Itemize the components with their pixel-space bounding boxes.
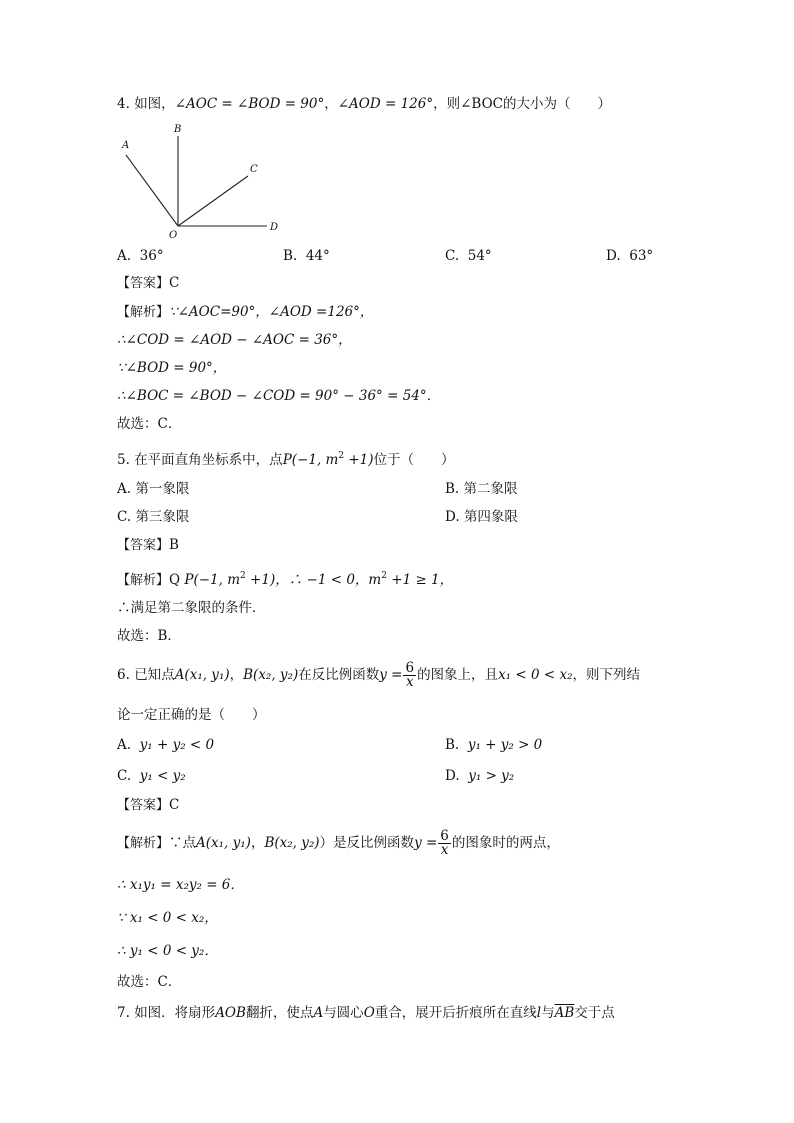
q6-choose: 故选：C． [117, 974, 182, 990]
q5-option-a: A. 第一象限 [117, 481, 190, 497]
q6-analysis-1: 【解析】∵点A(x₁, y₁)，B(x₂, y₂)）是反比例函数y = $\frac{6}{x}$ 的图象时的两点， [117, 828, 560, 858]
q4-stem: 4. 如图，∠AOC = ∠BOD = 90°，∠AOD = 126°，则∠BOC的大小为（ ） [117, 96, 612, 112]
q6-stem-1: 6. 已知点A(x₁, y₁)，B(x₂, y₂)在反比例函数y = $\frac{6}{x}$ 的图象上，且x₁ < 0 < x₂，则下列结 [117, 660, 640, 690]
q5-analysis-1: 【解析】Q P(−1, $m^2 +1$)，∴ −1 < 0，$m^2 +1 \ge 1$， [117, 571, 454, 588]
q4-option-b: B. 44° [283, 248, 330, 264]
q5-option-d: D. 第四象限 [445, 509, 518, 525]
q4-angle-figure [115, 118, 295, 240]
q5-choose: 故选：B． [117, 628, 181, 644]
q4-number: 4. [117, 96, 130, 112]
q7-number: 7. [117, 1005, 130, 1021]
q6-fraction: $\frac{6}{x}$ [405, 660, 415, 690]
q6-stem-2: 论一定正确的是（ ） [117, 707, 266, 723]
q5-analysis-2: ∴满足第二象限的条件． [117, 600, 266, 616]
label-D: D [270, 222, 279, 233]
q5-number: 5. [117, 452, 130, 468]
q6-option-d: D. y₁ > y₂ [445, 768, 515, 784]
q6-option-b: B. y₁ + y₂ > 0 [445, 737, 543, 753]
q4-answer: 【答案】C [117, 275, 180, 291]
q7-stem: 7. 如图．将扇形AOB翻折，使点A与圆心O重合，展开后折痕所在直线l与$\overline{AB}$交于点 [117, 1005, 615, 1021]
q6-option-c: C. y₁ < y₂ [117, 768, 186, 784]
label-C: C [250, 164, 258, 175]
q5-answer: 【答案】B [117, 537, 179, 553]
q6-number: 6. [117, 667, 130, 683]
ray-OC [178, 176, 248, 226]
q5-stem: 5. 在平面直角坐标系中，点P(−1, $m^2 +1$)位于（ ） [117, 451, 455, 468]
ray-OA [126, 155, 178, 226]
q4-choose: 故选：C． [117, 416, 182, 432]
q4-option-d: D. 63° [606, 248, 654, 264]
q5-option-c: C. 第三象限 [117, 509, 190, 525]
q6-analysis-fraction: $\frac{6}{x}$ [440, 828, 449, 858]
q5-option-b: B. 第二象限 [445, 481, 518, 497]
q4-option-c: C. 54° [445, 248, 492, 264]
q6-analysis-3: ∵ x₁ < 0 < x₂， [117, 910, 218, 926]
q6-option-a: A. y₁ + y₂ < 0 [117, 737, 215, 753]
label-A: A [122, 140, 130, 151]
q4-analysis-4: ∴∠BOC = ∠BOD − ∠COD = 90° − 36° = 54°． [117, 388, 441, 404]
q4-analysis-2: ∴∠COD = ∠AOD − ∠AOC = 36°， [117, 332, 352, 348]
label-O: O [169, 230, 178, 240]
q4-analysis-3: ∵∠BOD = 90°， [117, 360, 227, 376]
q6-analysis-2: ∴ x₁y₁ = x₂y₂ = 6． [117, 877, 244, 893]
q6-analysis-4: ∴ y₁ < 0 < y₂． [117, 943, 218, 959]
q4-option-a: A. 36° [117, 248, 164, 264]
label-B: B [174, 124, 182, 135]
q6-answer: 【答案】C [117, 797, 180, 813]
arc-AB: $\overline{AB}$ [554, 1005, 575, 1021]
q4-analysis-1: 【解析】∵∠AOC=90°，∠AOD =126°， [117, 304, 374, 320]
